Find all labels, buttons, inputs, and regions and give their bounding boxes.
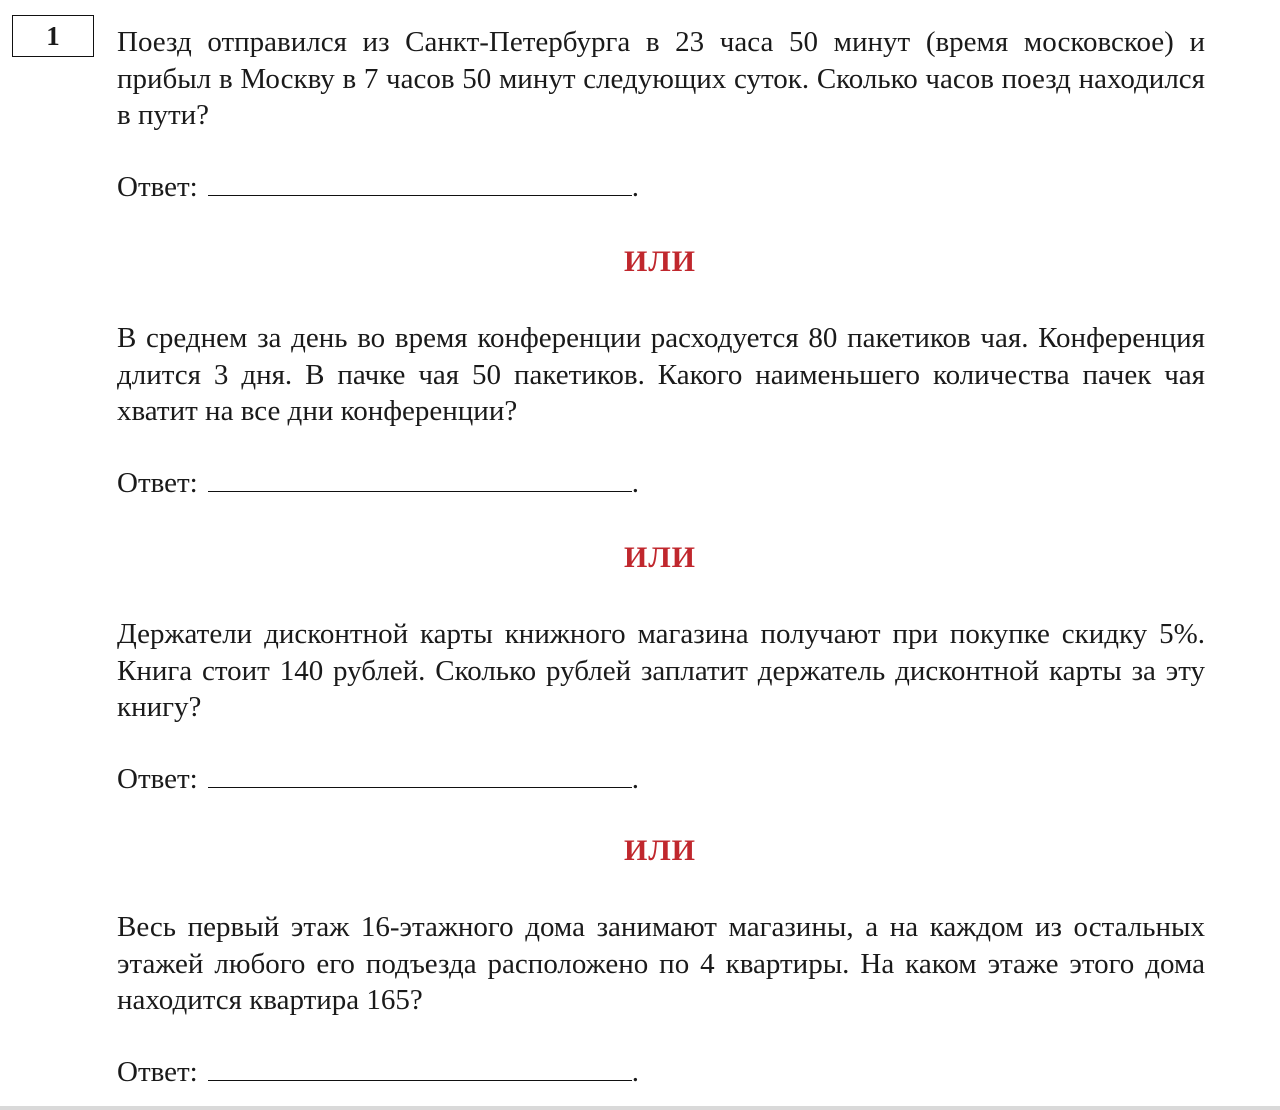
answer-label: Ответ: xyxy=(117,171,198,203)
answer-label: Ответ: xyxy=(117,763,198,795)
answer-label: Ответ: xyxy=(117,1056,198,1088)
answer-row-4 xyxy=(117,1054,639,1090)
answer-blank-1[interactable] xyxy=(208,173,632,196)
problem-2-text: В среднем за день во время конференции расходуется 80 пакетиков чая. Конференция длится 3 дня. В пачке чая 50 пакетиков. Какого наименьшего количества пачек чая хватит на все дни конференции? xyxy=(117,322,1205,427)
answer-end: . xyxy=(631,1056,639,1088)
answer-blank-3[interactable] xyxy=(208,765,632,788)
page-bottom-edge xyxy=(0,1106,1280,1110)
answer-end: . xyxy=(631,467,639,499)
problem-4-text: Весь первый этаж 16-этажного дома занимают магазины, а на каждом из остальных этажей любого его подъезда расположено по 4 квартиры. На каком этаже этого дома находится квартира 165? xyxy=(117,911,1205,1016)
answer-end: . xyxy=(631,763,639,795)
task-number: 1 xyxy=(46,20,60,51)
or-separator-3: ИЛИ xyxy=(623,834,697,867)
task-number-box xyxy=(12,15,94,57)
problem-1-text: Поезд отправился из Санкт-Петербурга в 23 часа 50 минут (время московское) и прибыл в Москву в 7 часов 50 минут следующих суток. Сколько часов поезд находился в пути? xyxy=(117,26,1205,131)
or-separator-1: ИЛИ xyxy=(623,245,697,278)
answer-end: . xyxy=(631,171,639,203)
answer-row-2 xyxy=(117,465,639,501)
answer-blank-4[interactable] xyxy=(208,1058,632,1081)
answer-row-3 xyxy=(117,761,639,797)
or-separator-2: ИЛИ xyxy=(623,541,697,574)
answer-label: Ответ: xyxy=(117,467,198,499)
answer-blank-2[interactable] xyxy=(208,469,632,492)
problem-3-text: Держатели дисконтной карты книжного магазина получают при покупке скидку 5%. Книга стоит 140 рублей. Сколько рублей заплатит держатель дисконтной карты за эту книгу? xyxy=(117,618,1205,723)
answer-row-1 xyxy=(117,169,639,205)
